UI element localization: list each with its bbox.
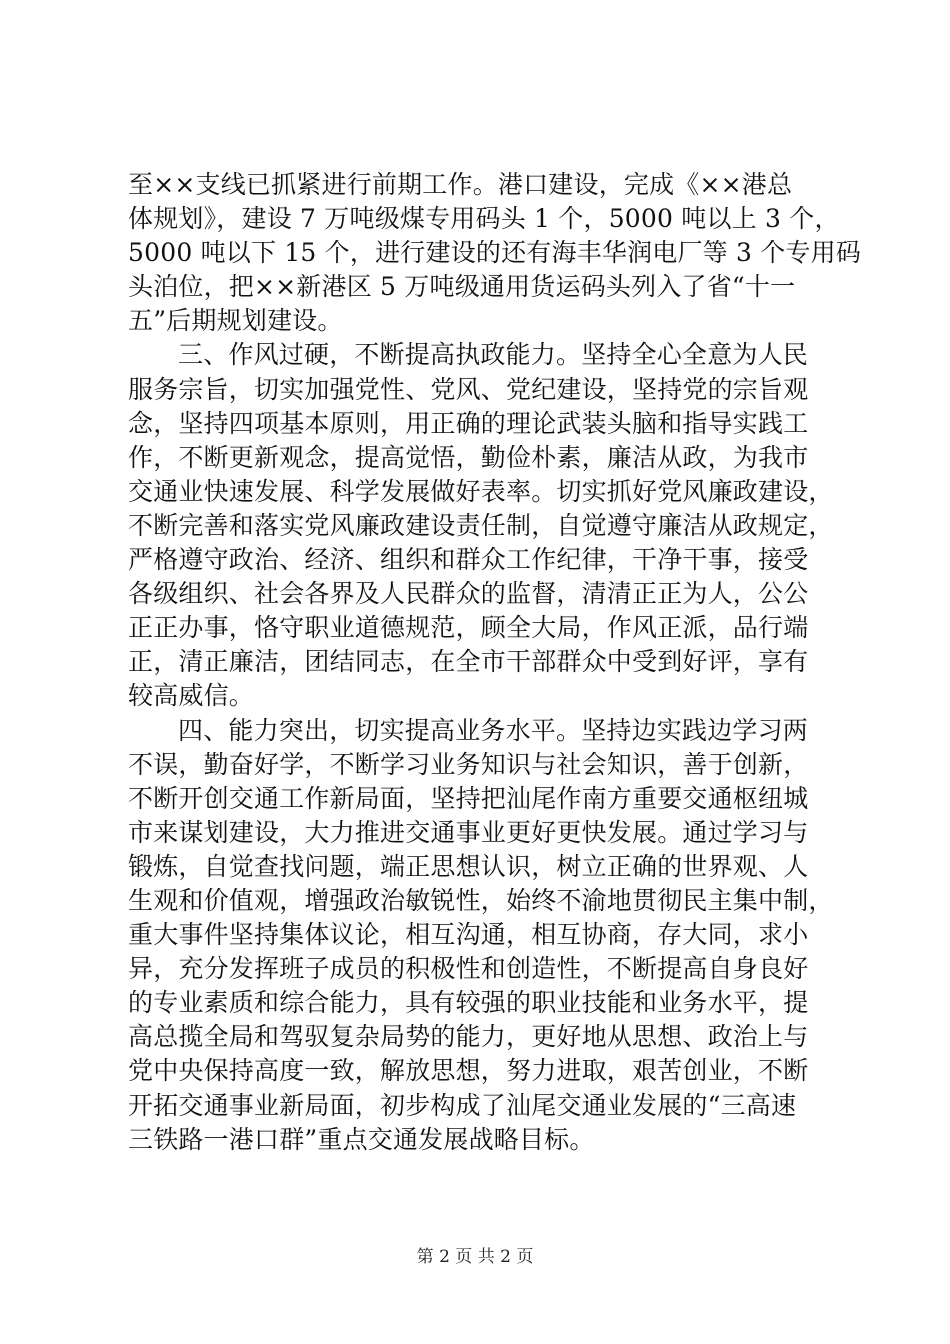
text-line: 五”后期规划建设。 (128, 306, 343, 336)
page-number-footer: 第 2 页 共 2 页 (416, 1247, 534, 1267)
text-line: 高总揽全局和驾驭复杂局势的能力，更好地从思想、政治上与 (128, 1022, 809, 1052)
text-line: 5000 吨以下 15 个，进行建设的还有海丰华润电厂等 3 个专用码 (128, 238, 862, 268)
text-line: 头泊位，把××新港区 5 万吨级通用货运码头列入了省“十一 (128, 272, 796, 302)
text-line: 各级组织、社会各界及人民群众的监督，清清正正为人，公公 (128, 579, 809, 609)
text-line: 的专业素质和综合能力，具有较强的职业技能和业务水平，提 (128, 988, 809, 1018)
text-line: 作，不断更新观念，提高觉悟，勤俭朴素，廉洁从政，为我市 (128, 442, 809, 472)
text-line: 较高威信。 (128, 681, 255, 711)
text-line: 党中央保持高度一致，解放思想，努力进取，艰苦创业，不断 (128, 1056, 809, 1086)
text-line: 正，清正廉洁，团结同志，在全市干部群众中受到好评，享有 (128, 647, 809, 677)
text-line: 不断开创交通工作新局面，坚持把汕尾作南方重要交通枢纽城 (128, 783, 809, 813)
paragraph-start-line: 四、能力突出，切实提高业务水平。坚持边实践边学习两 (178, 715, 809, 745)
text-line: 锻炼，自觉查找问题，端正思想认识，树立正确的世界观、人 (128, 851, 809, 881)
text-line: 交通业快速发展、科学发展做好表率。切实抓好党风廉政建设， (128, 476, 834, 506)
text-line: 不误，勤奋好学，不断学习业务知识与社会知识，善于创新， (128, 749, 809, 779)
text-line: 生观和价值观，增强政治敏锐性，始终不渝地贯彻民主集中制， (128, 885, 834, 915)
text-line: 重大事件坚持集体议论，相互沟通，相互协商，存大同，求小 (128, 920, 809, 950)
text-line: 体规划》，建设 7 万吨级煤专用码头 1 个，5000 吨以上 3 个， (128, 204, 840, 234)
text-line: 正正办事，恪守职业道德规范，顾全大局，作风正派，品行端 (128, 613, 809, 643)
text-line: 异，充分发挥班子成员的积极性和创造性，不断提高自身良好 (128, 954, 809, 984)
text-line: 至××支线已抓紧进行前期工作。港口建设，完成《××港总 (128, 170, 793, 199)
text-line: 念，坚持四项基本原则，用正确的理论武装头脑和指导实践工 (128, 408, 809, 438)
text-line: 市来谋划建设，大力推进交通事业更好更快发展。通过学习与 (128, 817, 809, 847)
text-line: 开拓交通事业新局面，初步构成了汕尾交通业发展的“三高速 (128, 1090, 797, 1120)
document-body (128, 168, 862, 1157)
text-line: 不断完善和落实党风廉政建设责任制，自觉遵守廉洁从政规定， (128, 510, 834, 540)
text-line: 三铁路一港口群”重点交通发展战略目标。 (128, 1124, 595, 1154)
text-line: 服务宗旨，切实加强党性、党风、党纪建设，坚持党的宗旨观 (128, 374, 809, 404)
text-line: 严格遵守政治、经济、组织和群众工作纪律，干净干事，接受 (128, 545, 809, 575)
paragraph-start-line: 三、作风过硬，不断提高执政能力。坚持全心全意为人民 (178, 340, 809, 370)
